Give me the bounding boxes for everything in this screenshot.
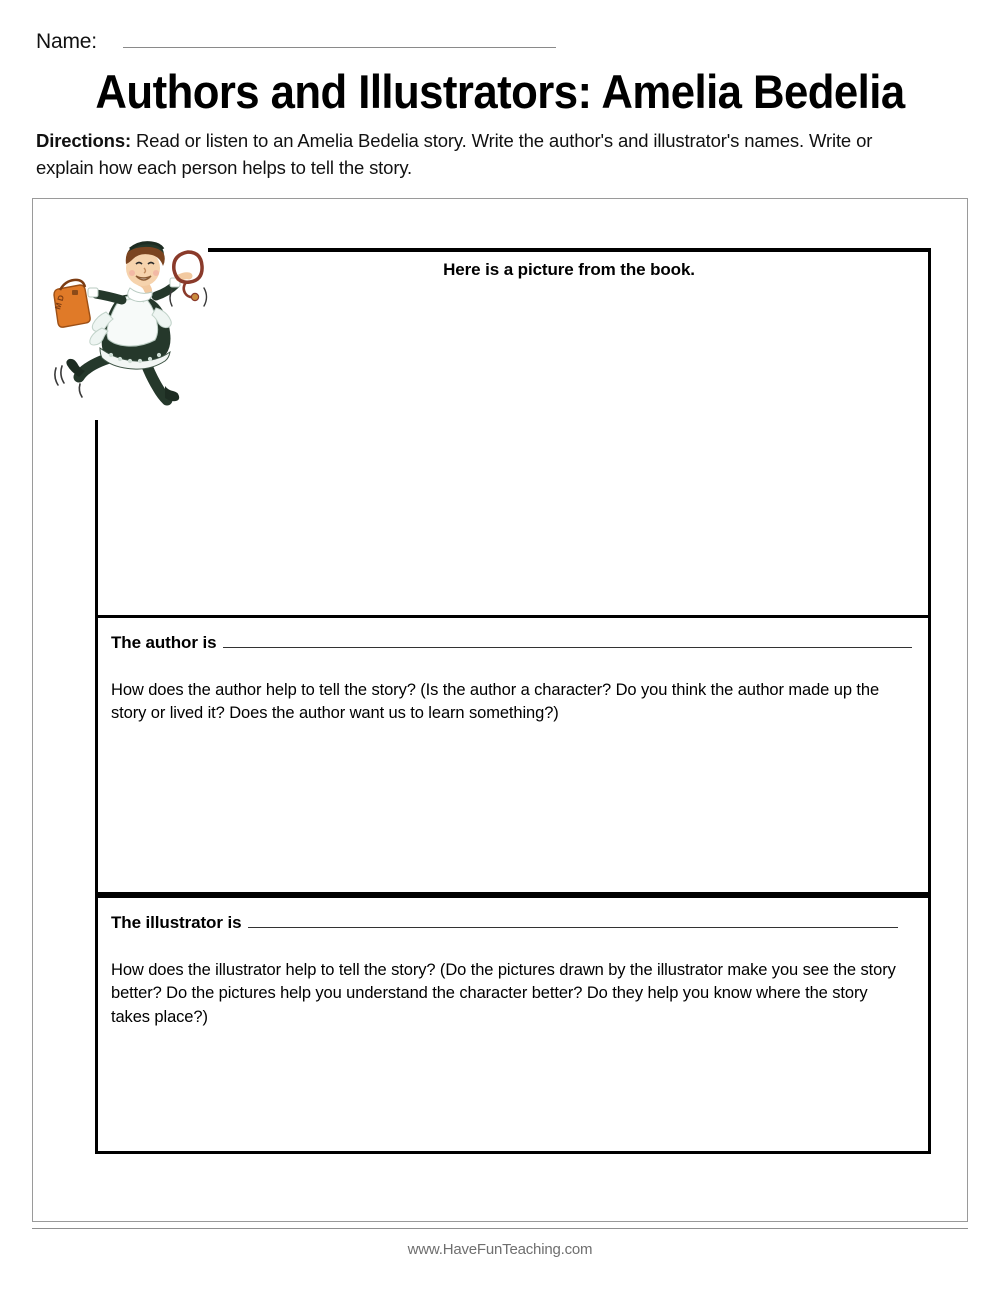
illustrator-blank-row <box>111 913 912 933</box>
page-title: Authors and Illustrators: Amelia Bedelia <box>95 65 905 118</box>
name-label: Name: <box>36 30 97 53</box>
illustrator-prompt-text: How does the illustrator help to tell the story? (Do the pictures drawn by the illustrator make you see the story better? Do the pictures help you understand the character better? Do they help you know where the story takes place?) <box>111 961 896 1026</box>
footer-divider <box>32 1228 968 1229</box>
worksheet-body <box>95 248 931 1154</box>
amelia-bedelia-illustration <box>48 238 208 420</box>
footer-website: www.HaveFunTeaching.com <box>407 1241 593 1258</box>
name-write-in-line[interactable] <box>123 47 556 48</box>
picture-section-left-border <box>95 415 98 615</box>
picture-section-heading: Here is a picture from the book. <box>443 260 695 279</box>
directions-label: Directions: <box>36 130 131 151</box>
picture-section[interactable] <box>95 248 931 615</box>
author-blank-row <box>111 633 912 653</box>
directions-text: Read or listen to an Amelia Bedelia story. Write the author's and illustrator's names. Write or explain how each person helps to tell the story. <box>36 130 873 178</box>
picture-section-top-border <box>207 248 931 252</box>
illustrator-write-in-line[interactable] <box>248 927 898 928</box>
author-section[interactable] <box>95 615 931 895</box>
author-write-in-line[interactable] <box>223 647 912 648</box>
illustrator-blank-label: The illustrator is <box>111 913 242 932</box>
author-blank-label: The author is <box>111 633 217 652</box>
name-field-row <box>36 30 556 54</box>
author-prompt-text: How does the author help to tell the story? (Is the author a character? Do you think the author made up the story or lived it? Does the author want us to learn something?) <box>111 681 880 723</box>
directions-paragraph <box>36 128 928 182</box>
svg-text:M D: M D <box>53 293 66 311</box>
illustrator-section[interactable] <box>95 895 931 1154</box>
picture-section-right-border <box>928 248 931 615</box>
